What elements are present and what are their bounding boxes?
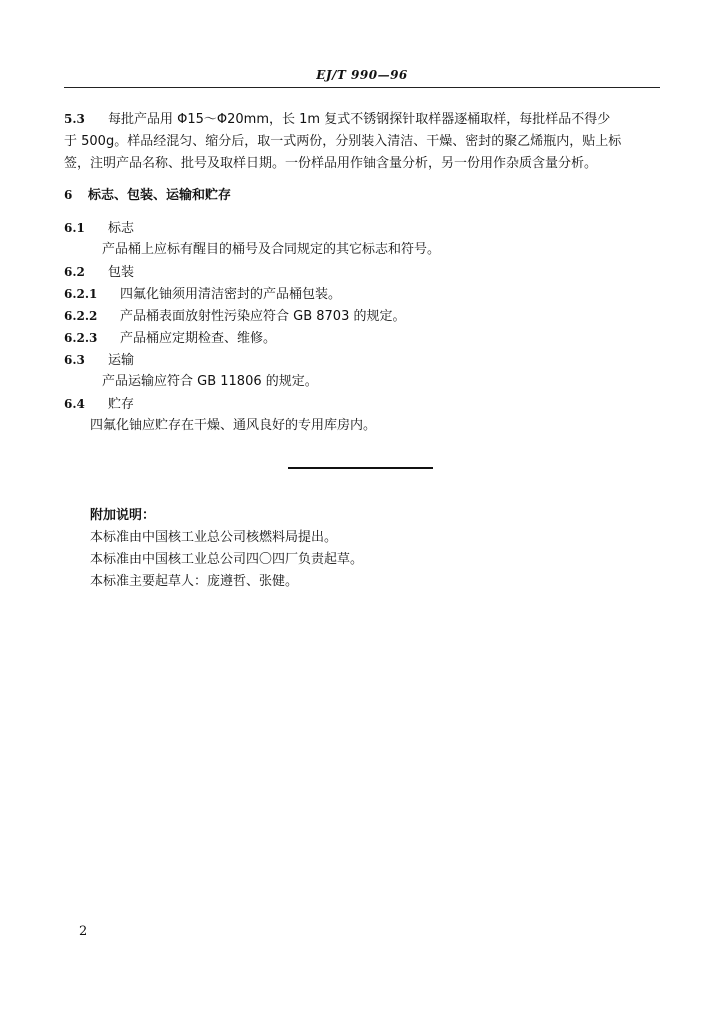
- notes-line-3: 本标准主要起草人：庞遵哲、张健。: [90, 574, 299, 589]
- section-number: 6: [64, 188, 73, 202]
- section-title: 包装: [108, 265, 135, 280]
- notes-line-1: 本标准由中国核工业总公司核燃料局提出。: [90, 530, 338, 545]
- header-divider: [64, 87, 660, 88]
- section-number: 6.2.2: [64, 309, 98, 323]
- section-6-1-heading: [64, 219, 134, 238]
- paragraph-text: 四氟化铀须用清洁密封的产品桶包装。: [120, 287, 342, 302]
- page-number: 2: [79, 924, 88, 939]
- section-6-2-2: [64, 307, 405, 326]
- section-6-3-heading: [64, 351, 134, 370]
- paragraph-text: 产品桶表面放射性污染应符合 GB 8703 的规定。: [120, 309, 406, 324]
- section-6-2-1: [64, 285, 341, 304]
- section-number: 5.3: [64, 112, 85, 126]
- section-6-2-3: [64, 329, 276, 348]
- section-number: 6.2.3: [64, 331, 98, 345]
- section-6-4-body: 四氟化铀应贮存在干燥、通风良好的专用库房内。: [90, 418, 377, 433]
- section-6-heading: [64, 186, 231, 205]
- end-of-text-rule: [288, 467, 433, 469]
- paragraph-text: 产品桶应定期检查、维修。: [120, 331, 277, 346]
- section-5-3-line-3: 签，注明产品名称、批号及取样日期。一份样品用作铀含量分析，另一份用作杂质含量分析。: [64, 156, 598, 171]
- section-number: 6.2: [64, 265, 85, 279]
- section-title: 标志: [108, 221, 135, 236]
- section-6-4-heading: [64, 395, 134, 414]
- section-6-2-heading: [64, 263, 134, 282]
- notes-heading: 附加说明：: [90, 508, 156, 523]
- section-number: 6.2.1: [64, 287, 98, 301]
- section-number: 6.4: [64, 397, 85, 411]
- standard-number-header: EJ/T 990—96: [316, 68, 408, 82]
- section-6-3-body: 产品运输应符合 GB 11806 的规定。: [102, 374, 318, 389]
- notes-line-2: 本标准由中国核工业总公司四〇四厂负责起草。: [90, 552, 364, 567]
- section-number: 6.3: [64, 353, 85, 367]
- paragraph-text: 每批产品用 Φ15～Φ20mm，长 1m 复式不锈钢探针取样器逐桶取样，每批样品不得少: [108, 112, 611, 127]
- section-title: 标志、包装、运输和贮存: [88, 188, 232, 203]
- section-title: 运输: [108, 353, 135, 368]
- section-number: 6.1: [64, 221, 85, 235]
- section-title: 贮存: [108, 397, 135, 412]
- section-6-1-body: 产品桶上应标有醒目的桶号及合同规定的其它标志和符号。: [102, 242, 441, 257]
- section-5-3-line-1: [64, 110, 610, 129]
- section-5-3-line-2: 于 500g。样品经混匀、缩分后，取一式两份，分别装入清洁、干燥、密封的聚乙烯瓶内，贴上标: [64, 134, 622, 149]
